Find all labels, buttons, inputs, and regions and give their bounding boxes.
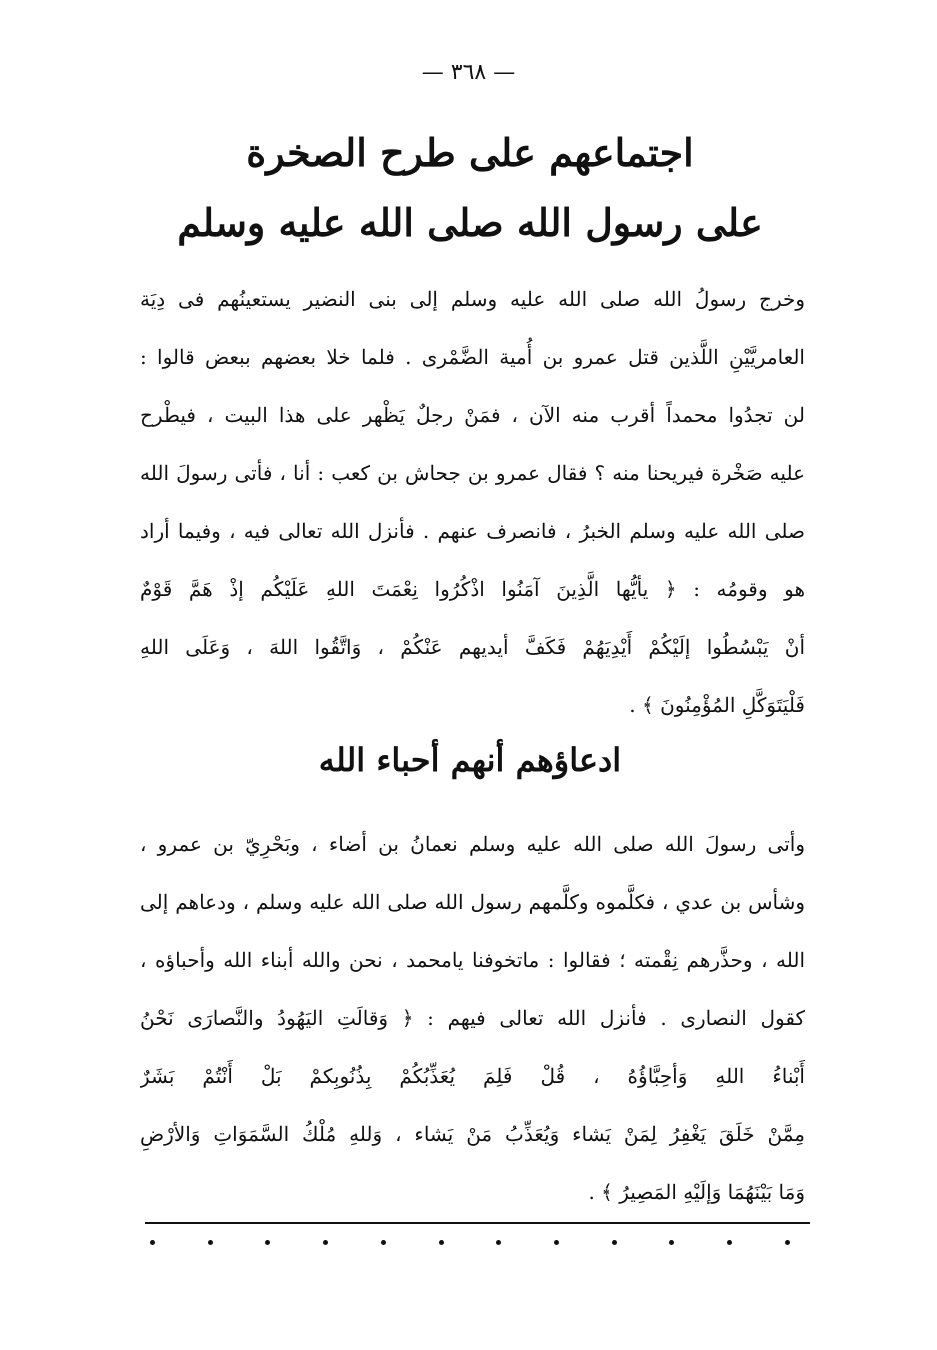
footer-dot xyxy=(439,1240,444,1245)
footer-dot xyxy=(150,1240,155,1245)
text-line: وأتى رسولَ الله صلى الله عليه وسلم نعمانُ بن أضاء ، وبَحْرِيّ بن عمرو ، xyxy=(140,832,805,856)
text-line: أَبْناءُ اللهِ وَأحِبَّاؤُهُ ، قُلْ فَلِمَ يُعَذِّبُكُمْ بِذُنُوبِكمْ بَلْ أَنْتُمْ بَشَرٌ xyxy=(140,1064,805,1088)
footer-dots xyxy=(150,1240,790,1245)
text-line: كقول النصارى . فأنزل الله تعالى فيهم : ﴿ وَقالَتِ اليَهُودُ والنَّصارَى نَحْنُ xyxy=(140,1006,805,1030)
text-line: لن تجدُوا محمداً أقرب منه الآن ، فمَنْ رجلٌ يَظْهر على هذا البيت ، فيطْرح xyxy=(140,403,805,427)
footer-dot xyxy=(208,1240,213,1245)
page-number: — ٣٦٨ — xyxy=(421,60,516,85)
text-line: وخرج رسولُ الله صلى الله عليه وسلم إلى بنى النضير يستعينُهم فى دِيَة xyxy=(140,287,805,311)
footer-dot xyxy=(727,1240,732,1245)
text-line: هو وقومُه : ﴿ يأيُّها الَّذِينَ آمَنُوا اذْكُرُوا نِعْمَتَ اللهِ عَلَيْكُم إذْ هَمَّ قَوْمٌ xyxy=(140,577,805,601)
text-line: وَمَا بَيْنَهُمَا وَإلَيْهِ المَصِيرُ ﴾ . xyxy=(588,1180,805,1204)
footer-dot xyxy=(554,1240,559,1245)
text-line: فَلْيَتَوَكَّلِ المُؤْمِنُونَ ﴾ . xyxy=(629,693,805,717)
section-title-line-1: اجتماعهم على طرح الصخرة xyxy=(246,130,694,175)
text-line: صلى الله عليه وسلم الخبرُ ، فانصرف عنهم . فأنزل الله تعالى فيه ، وفيما أراد xyxy=(140,519,805,543)
footer-dot xyxy=(612,1240,617,1245)
footer-dot xyxy=(381,1240,386,1245)
paragraph-1 xyxy=(140,270,805,734)
section-title-2: ادعاؤهم أنهم أحباء الله xyxy=(318,741,622,779)
footer-rule xyxy=(145,1222,810,1224)
footer-dot xyxy=(323,1240,328,1245)
footer-dot xyxy=(265,1240,270,1245)
footer-dot xyxy=(669,1240,674,1245)
text-line: مِمَّنْ خَلَقَ يَغْفِرُ لِمَنْ يَشاء وَيُعَذِّبُ مَنْ يَشاء ، وَللهِ مُلْكُ السَّمَوَاتِ وَالأرْضِ xyxy=(140,1122,805,1146)
footer-dot xyxy=(785,1240,790,1245)
section-title-line-2: على رسول الله صلى الله عليه وسلم xyxy=(177,200,763,245)
text-line: وشأس بن عدي ، فكلَّموه وكلَّمهم رسول الله صلى الله عليه وسلم ، ودعاهم إلى xyxy=(140,890,805,914)
footer-dot xyxy=(496,1240,501,1245)
text-line: أنْ يَبْسُطُوا إلَيْكُمْ أَيْدِيَهُمْ فَكَفَّ أيديهم عَنْكُمْ ، وَاتَّقُوا اللهَ ، وَعَلَى اللهِ xyxy=(140,635,805,659)
text-line: الله ، وحذَّرهم نِقْمته ؛ فقالوا : ماتخوفنا يامحمد ، نحن والله أبناء الله وأحباؤه ، xyxy=(140,948,805,972)
text-line: العامريَّيْنِ اللَّذين قتل عمرو بن أُمية الضَّمْرى . فلما خلا بعضهم ببعض قالوا : xyxy=(140,345,805,369)
paragraph-2 xyxy=(140,815,805,1221)
text-line: عليه صَخْرة فيريحنا منه ؟ فقال عمرو بن جحاش بن كعب : أنا ، فأتى رسولَ الله xyxy=(140,461,805,485)
